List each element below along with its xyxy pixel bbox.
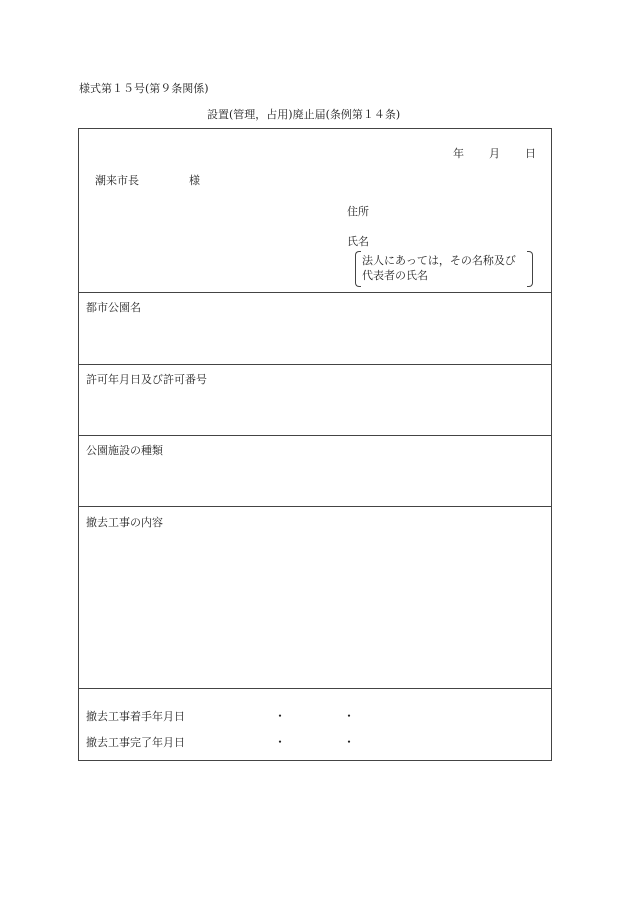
form-table (78, 128, 552, 761)
right-bracket (527, 251, 533, 287)
divider (79, 364, 551, 365)
permit-info-label: 許可年月日及び許可番号 (86, 373, 207, 386)
form-number: 様式第１５号(第９条関係) (79, 82, 209, 95)
park-name-label: 都市公園名 (86, 301, 141, 314)
date-year-label: 年 (453, 147, 464, 160)
removal-end-label: 撤去工事完了年月日 (86, 736, 185, 749)
honorific: 様 (189, 174, 200, 187)
date-month-label: 月 (489, 147, 500, 160)
corp-note-line1: 法人にあっては，その名称及び (362, 254, 516, 267)
name-label: 氏名 (347, 235, 369, 248)
address-label: 住所 (347, 205, 369, 218)
recipient-name: 潮来市長 (95, 174, 139, 187)
left-bracket (355, 251, 361, 287)
form-title: 設置(管理，占用)廃止届(条例第１４条) (207, 108, 401, 121)
divider (79, 688, 551, 689)
date-day-label: 日 (525, 147, 536, 160)
corp-note-line2: 代表者の氏名 (362, 269, 428, 282)
divider (79, 292, 551, 293)
removal-content-label: 撤去工事の内容 (86, 516, 163, 529)
date-separator: ・ (274, 709, 287, 723)
divider (79, 506, 551, 507)
date-separator: ・ (274, 735, 287, 749)
date-separator: ・ (343, 709, 356, 723)
date-separator: ・ (343, 735, 356, 749)
removal-start-label: 撤去工事着手年月日 (86, 710, 185, 723)
facility-type-label: 公園施設の種類 (86, 444, 163, 457)
divider (79, 435, 551, 436)
